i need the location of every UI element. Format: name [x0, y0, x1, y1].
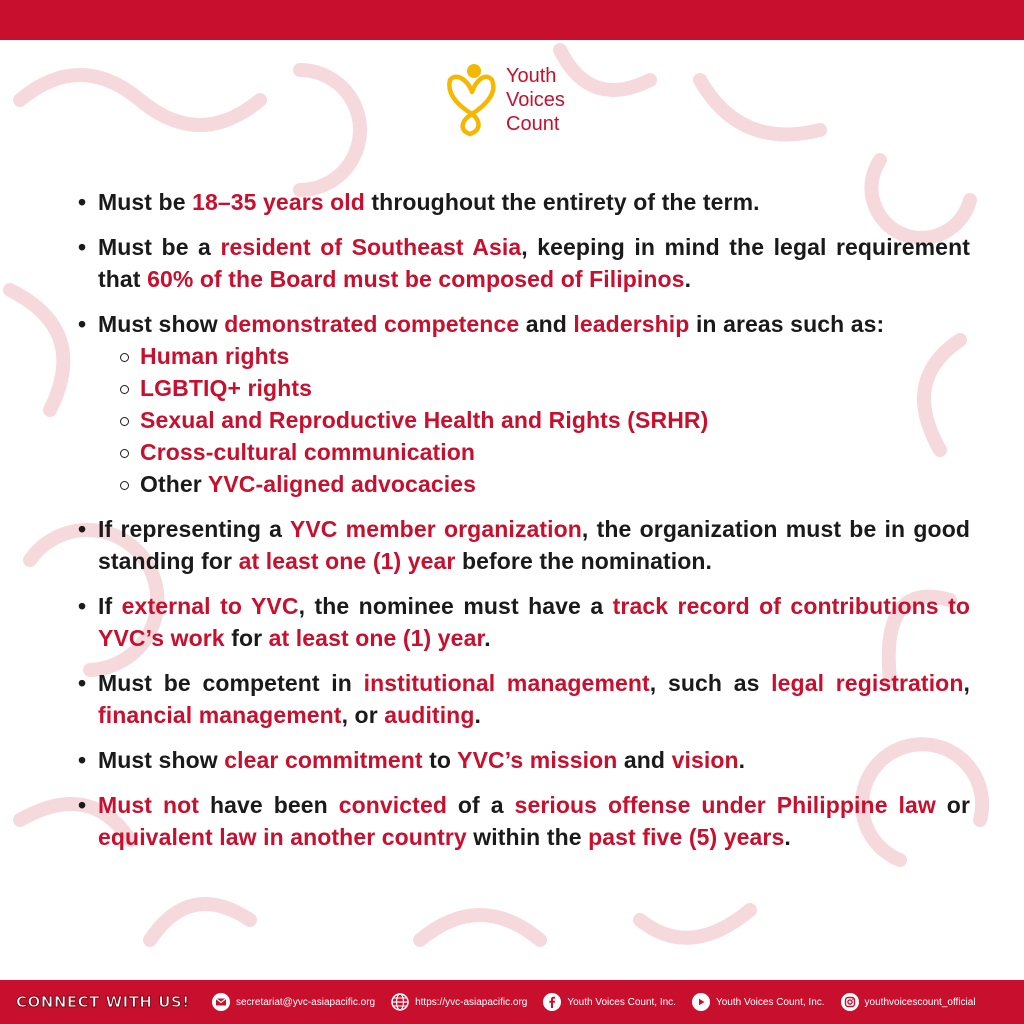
logo-wordmark [506, 64, 565, 136]
youtube-icon [692, 993, 710, 1011]
area-srhr: Sexual and Reproductive Health and Rights (SRHR) [118, 404, 970, 436]
area-human-rights: Human rights [118, 340, 970, 372]
eligibility-criteria [78, 186, 970, 866]
facebook-icon [543, 993, 561, 1011]
heart-figure-icon [444, 62, 500, 138]
facebook-link[interactable]: Youth Voices Count, Inc. [567, 996, 676, 1008]
top-banner [0, 0, 1024, 40]
logo-line-voices: Voices [506, 89, 565, 111]
criterion-commitment: • Must show clear commitment to YVC’s mission and vision. [78, 744, 970, 776]
logo-line-youth: Youth [506, 65, 557, 87]
criterion-external: • If external to YVC, the nominee must have a track record of contributions to YVC’s work for at least one (1) year. [78, 590, 970, 654]
mail-icon [212, 993, 230, 1011]
instagram-link[interactable]: youthvoicescount_official [864, 996, 976, 1008]
globe-icon [391, 993, 409, 1011]
competence-areas [98, 340, 970, 500]
criteria-list [78, 186, 970, 853]
criterion-member-org: • If representing a YVC member organization, the organization must be in good standing for at least one (1) year before the nomination. [78, 513, 970, 577]
footer-youtube[interactable] [692, 993, 825, 1011]
criterion-residency: • Must be a resident of Southeast Asia, keeping in mind the legal requirement that 60% of the Board must be composed of Filipinos. [78, 231, 970, 295]
connect-heading: CONNECT WITH US! [16, 993, 190, 1011]
criterion-age: • Must be 18–35 years old throughout the entirety of the term. [78, 186, 970, 218]
criterion-management: • Must be competent in institutional management, such as legal registration, financial management, or auditing. [78, 667, 970, 731]
youtube-link[interactable]: Youth Voices Count, Inc. [715, 996, 825, 1008]
area-lgbtiq-rights: LGBTIQ+ rights [118, 372, 970, 404]
area-cross-cultural: Cross-cultural communication [118, 436, 970, 468]
email-link[interactable]: secretariat@yvc-asiapacific.org [236, 996, 376, 1008]
footer-facebook[interactable] [543, 993, 676, 1011]
criterion-competence: • Must show demonstrated competence and leadership in areas such as: Human rights LGBTIQ+ rights Sexual and Reproductive Health and Rights (SRHR) Cross-cultural communication Other YVC-aligned advocacies [78, 308, 970, 500]
footer-website[interactable] [391, 993, 527, 1011]
criterion-no-conviction: • Must not have been convicted of a serious offense under Philippine law or equivalent law in another country within the past five (5) years. [78, 789, 970, 853]
footer-email[interactable] [212, 993, 375, 1011]
brand-logo [444, 56, 594, 142]
area-other: Other YVC-aligned advocacies [118, 468, 970, 500]
instagram-icon [841, 993, 859, 1011]
footer-bar [0, 980, 1024, 1024]
footer-instagram[interactable] [841, 993, 976, 1011]
website-link[interactable]: https://yvc-asiapacific.org [415, 996, 528, 1008]
logo-line-count: Count [506, 113, 560, 135]
